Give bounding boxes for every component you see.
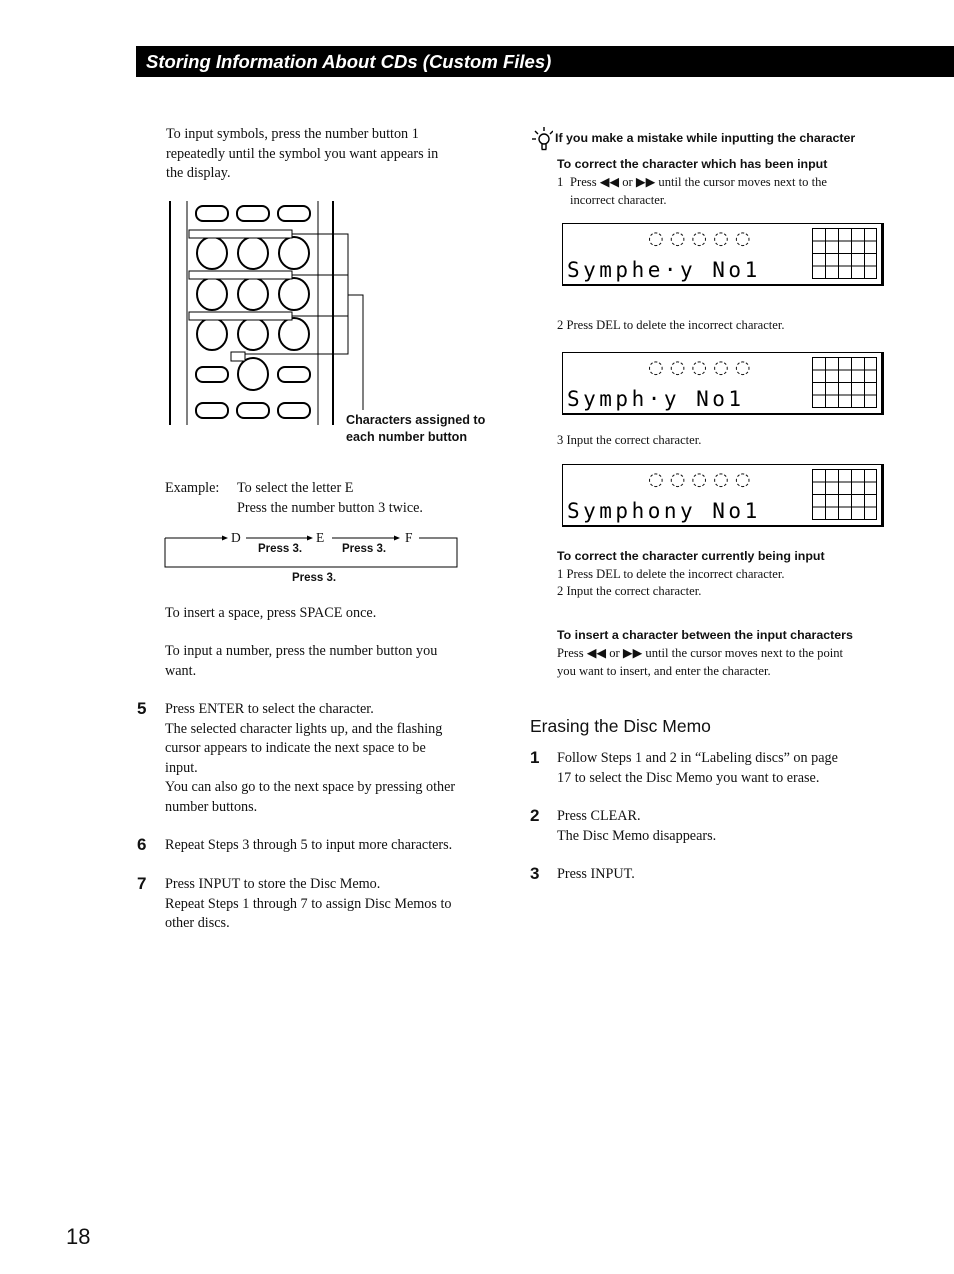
lcd-grid	[812, 469, 877, 520]
section-header: Storing Information About CDs (Custom Files)	[136, 46, 954, 77]
step-6-text: Repeat Steps 3 through 5 to input more characters.	[165, 837, 453, 853]
intro-paragraph: To input symbols, press the number button 1 repeatedly until the symbol you want appears in the display.	[166, 126, 439, 181]
press-label-3: Press 3.	[292, 572, 337, 584]
sub1-step1-number: 1	[557, 175, 564, 189]
sub1-step2-text: 2 Press DEL to delete the incorrect character.	[557, 318, 785, 332]
press-label-2: Press 3.	[342, 543, 387, 555]
lcd-text-3: Symphony No1	[567, 499, 761, 523]
erase-step-2-text: Press CLEAR. The Disc Memo disappears.	[557, 808, 717, 844]
lcd-grid	[812, 357, 877, 408]
letter-e: E	[316, 530, 325, 545]
number-instruction: To input a number, press the number button you want.	[165, 643, 438, 679]
tip-lightbulb-icon	[531, 126, 553, 152]
erase-section-title: Erasing the Disc Memo	[530, 716, 711, 736]
sub1-step1-text: Press ◀◀ or ▶▶ until the cursor moves next to the incorrect character.	[570, 175, 827, 207]
step-5-number: 5	[137, 699, 147, 718]
step-7-text: Press INPUT to store the Disc Memo. Repeat Steps 1 through 7 to assign Disc Memos to other discs.	[165, 876, 452, 931]
space-instruction: To insert a space, press SPACE once.	[165, 605, 377, 621]
sub2-step1-text: 1 Press DEL to delete the incorrect character.	[557, 567, 785, 581]
step-5-text: Press ENTER to select the character. The selected character lights up, and the flashing cursor appears to indicate the next space to be input. You can also go to the next space by pressing other number buttons.	[165, 701, 456, 815]
subheading-insert-char: To insert a character between the input characters	[557, 628, 853, 642]
lcd-text-1: Symphe·y No1	[567, 258, 761, 282]
erase-step-3-number: 3	[530, 864, 540, 883]
press-label-1: Press 3.	[258, 543, 303, 555]
erase-step-2-number: 2	[530, 806, 540, 825]
erase-step-3-text: Press INPUT.	[557, 866, 635, 882]
tip-title: If you make a mistake while inputting the character	[555, 131, 856, 145]
subheading-correct-input: To correct the character which has been input	[557, 157, 828, 171]
remote-keypad-illustration	[165, 198, 375, 428]
sub2-step2-text: 2 Input the correct character.	[557, 584, 702, 598]
letter-d: D	[231, 530, 241, 545]
lcd-display-1	[562, 223, 884, 286]
disc-indicators: ◌◌◌◌◌	[648, 357, 757, 378]
lcd-grid	[812, 228, 877, 279]
erase-step-1-text: Follow Steps 1 and 2 in “Labeling discs” on page 17 to select the Disc Memo you want to erase.	[557, 750, 838, 786]
example-label: Example:	[165, 480, 220, 496]
letter-f: F	[405, 530, 413, 545]
figure-caption: Characters assigned to each number button	[346, 413, 486, 444]
letter-cycle-diagram	[164, 530, 460, 570]
step-7-number: 7	[137, 874, 147, 893]
sub1-step3-text: 3 Input the correct character.	[557, 433, 702, 447]
lcd-text-2: Symph·y No1	[567, 387, 745, 411]
example-text: To select the letter E Press the number button 3 twice.	[237, 480, 423, 516]
step-6-number: 6	[137, 835, 147, 854]
disc-indicators: ◌◌◌◌◌	[648, 228, 757, 249]
disc-indicators: ◌◌◌◌◌	[648, 469, 757, 490]
erase-step-1-number: 1	[530, 748, 540, 767]
lcd-display-3	[562, 464, 884, 527]
page-number: 18	[66, 1224, 91, 1249]
sub3-text: Press ◀◀ or ▶▶ until the cursor moves next to the point you want to insert, and enter the character.	[557, 646, 844, 678]
lcd-display-2	[562, 352, 884, 415]
subheading-correct-current: To correct the character currently being input	[557, 549, 825, 563]
